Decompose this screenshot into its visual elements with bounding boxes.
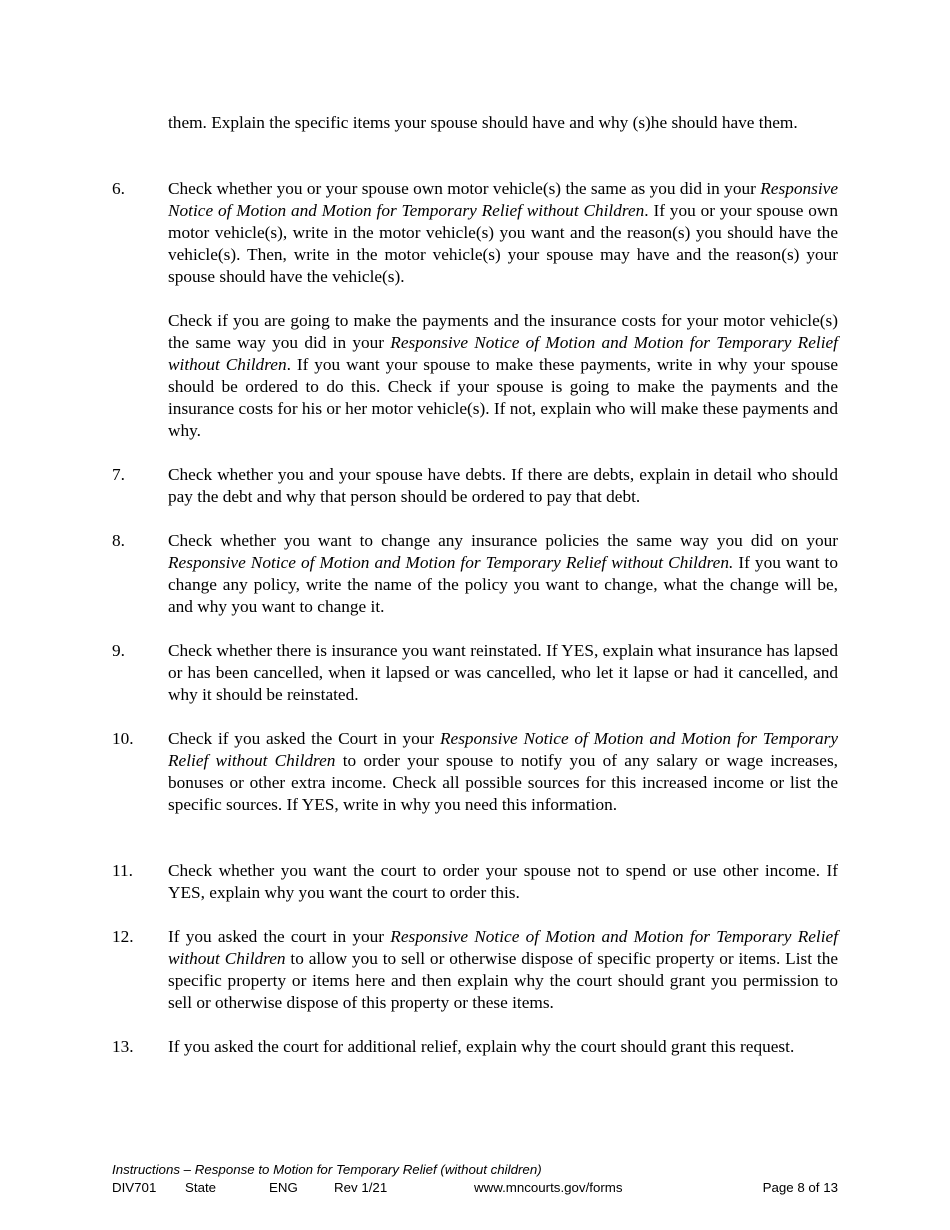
continuation-paragraph: them. Explain the specific items your spouse should have and why (s)he should have them.	[168, 113, 798, 132]
item-text: If you asked the court for additional relief, explain why the court should grant this request.	[168, 1037, 795, 1056]
form-title-ref: Responsive Notice of Motion and Motion for Temporary Relief without Children	[168, 927, 838, 968]
item-number: 10.	[112, 729, 134, 748]
footer-form-id: DIV701	[112, 1180, 157, 1195]
item-text: Check whether you want the court to order your spouse not to spend or use other income. If YES, explain why you want the court to order this.	[168, 861, 838, 902]
footer-language: ENG	[269, 1180, 298, 1195]
form-title-ref: Responsive Notice of Motion and Motion for Temporary Relief without Children	[168, 179, 838, 220]
item-number: 12.	[112, 927, 134, 946]
form-title-ref: Responsive Notice of Motion and Motion for Temporary Relief without Children.	[168, 553, 734, 572]
list-item-11	[112, 860, 838, 904]
list-item-9	[112, 640, 838, 706]
item-text: Check whether you and your spouse have debts. If there are debts, explain in detail who should pay the debt and why that person should be ordered to pay that debt.	[168, 465, 838, 506]
item-text: Check whether you want to change any insurance policies the same way you did on your Responsive Notice of Motion and Motion for Temporary Relief without Children. If you want to change any policy, write the name of the policy you want to change, what the change will be, and why you want to change it.	[168, 531, 838, 616]
item-number: 8.	[112, 531, 125, 550]
list-item-13	[112, 1036, 838, 1058]
item-number: 7.	[112, 465, 125, 484]
footer-jurisdiction: State	[185, 1180, 217, 1195]
item-text: Check if you asked the Court in your Responsive Notice of Motion and Motion for Temporary Relief without Children to order your spouse to notify you of any salary or wage increases, bonuses or other extra income. Check all possible sources for this increased income or list the specific sources. If YES, write in why you need this information.	[168, 729, 838, 814]
item-text-continued: Check if you are going to make the payments and the insurance costs for your motor vehicle(s) the same way you did in your Responsive Notice of Motion and Motion for Temporary Relief without Children. If you want your spouse to make these payments, write in why your spouse should be ordered to do this. Check if your spouse is going to make the payments and the insurance costs for his or her motor vehicle(s). If not, explain who will make these payments and why.	[168, 311, 838, 440]
form-title-ref: Responsive Notice of Motion and Motion for Temporary Relief without Children	[168, 729, 838, 770]
footer-title: Instructions – Response to Motion for Temporary Relief (without children)	[112, 1162, 542, 1177]
list-item-6	[112, 178, 838, 442]
list-item-12	[112, 926, 838, 1014]
footer-revision: Rev 1/21	[334, 1180, 388, 1195]
list-item-10	[112, 728, 838, 816]
item-number: 11.	[112, 861, 133, 880]
item-text: Check whether you or your spouse own motor vehicle(s) the same as you did in your Responsive Notice of Motion and Motion for Temporary Relief without Children. If you or your spouse own motor vehicle(s), write in the motor vehicle(s) you want and the reason(s) you should have the vehicle(s). Then, write in the motor vehicle(s) your spouse may have and the reason(s) your spouse should have the vehicle(s).	[168, 179, 838, 286]
item-text: If you asked the court in your Responsive Notice of Motion and Motion for Temporary Relief without Children to allow you to sell or otherwise dispose of specific property or items. List the specific property or items here and then explain why the court should grant you permission to sell or otherwise dispose of this property or these items.	[168, 927, 838, 1012]
list-item-7	[112, 464, 838, 508]
item-number: 6.	[112, 179, 125, 198]
footer-meta	[112, 1180, 838, 1196]
form-title-ref: Responsive Notice of Motion and Motion for Temporary Relief without Children	[168, 333, 838, 374]
list-item-8	[112, 530, 838, 618]
item-number: 9.	[112, 641, 125, 660]
item-text: Check whether there is insurance you want reinstated. If YES, explain what insurance has lapsed or has been cancelled, when it lapsed or was cancelled, who let it lapse or had it cancelled, and why it should be reinstated.	[168, 641, 838, 704]
footer-page-number: Page 8 of 13	[762, 1180, 838, 1195]
item-number: 13.	[112, 1037, 134, 1056]
footer-url[interactable]: www.mncourts.gov/forms	[474, 1180, 623, 1195]
